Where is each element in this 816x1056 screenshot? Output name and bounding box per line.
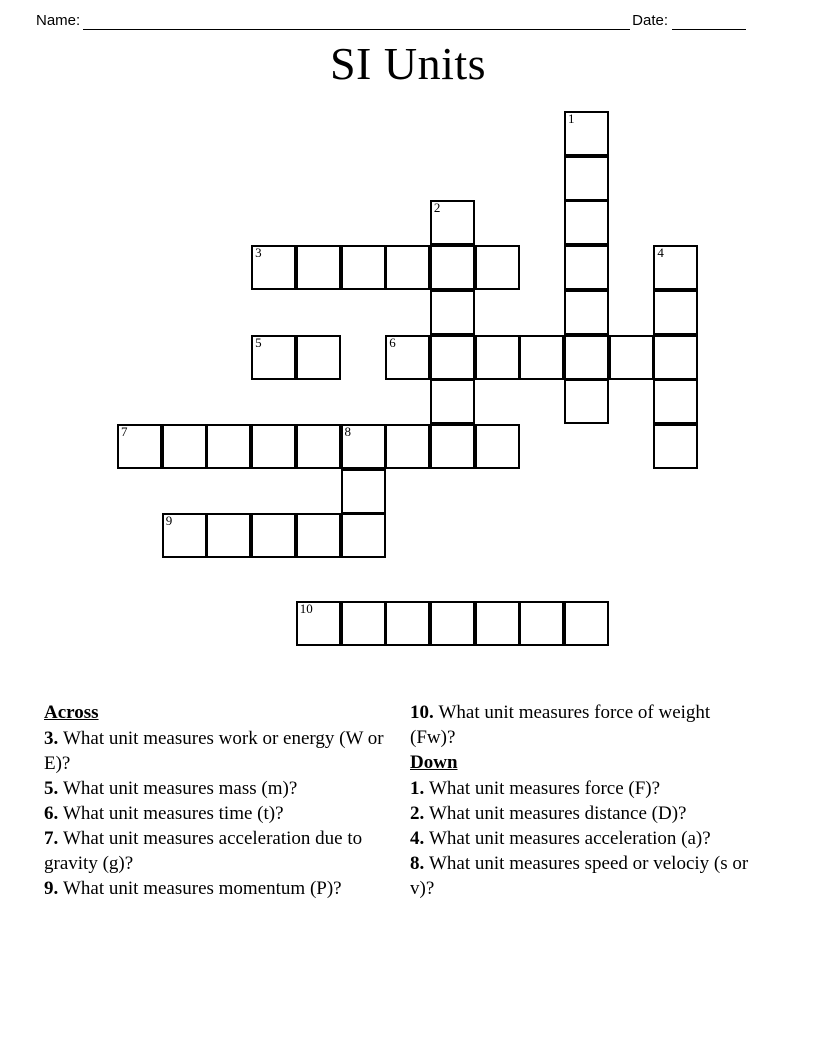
crossword-cell-start-4[interactable] (653, 245, 698, 290)
cell-answer-input[interactable] (253, 515, 294, 556)
cell-answer-input[interactable] (655, 381, 696, 422)
cell-number-5: 5 (255, 334, 262, 350)
crossword-cell[interactable] (251, 513, 296, 558)
cell-answer-input[interactable] (432, 292, 473, 333)
crossword-cell[interactable] (564, 379, 609, 424)
crossword-cell[interactable] (341, 513, 386, 558)
cell-number-10: 10 (299, 601, 313, 616)
clues-across-heading: Across (44, 702, 99, 723)
page-title: SI Units (329, 38, 487, 89)
crossword-cell-start-9[interactable] (162, 513, 207, 558)
cell-answer-input[interactable] (566, 292, 607, 333)
clue-number: 3. (44, 728, 63, 749)
cell-answer-input[interactable] (566, 158, 607, 199)
crossword-cell[interactable] (251, 424, 296, 469)
cell-answer-input[interactable] (477, 337, 518, 378)
crossword-cell[interactable] (653, 424, 698, 469)
clue-text: What unit measures work or energy (W or E)? (44, 728, 384, 774)
crossword-cell[interactable] (206, 513, 251, 558)
crossword-cell-start-8[interactable] (341, 424, 386, 469)
cell-answer-input[interactable] (611, 337, 652, 378)
cell-answer-input[interactable] (298, 247, 339, 288)
clue-across-3[interactable] (44, 726, 384, 776)
crossword-cell[interactable] (475, 424, 520, 469)
clue-text: What unit measures force of weight (Fw)? (410, 702, 711, 748)
crossword-cell[interactable] (296, 245, 341, 290)
clue-number: 1. (410, 778, 429, 799)
cell-answer-input[interactable] (477, 603, 518, 644)
clue-number: 10. (410, 702, 439, 723)
cell-answer-input[interactable] (655, 292, 696, 333)
crossword-cell[interactable] (430, 379, 475, 424)
clue-lists (0, 700, 816, 980)
crossword-cell-start-3[interactable] (251, 245, 296, 290)
crossword-cell[interactable] (206, 424, 251, 469)
crossword-cell[interactable] (653, 379, 698, 424)
cell-answer-input[interactable] (208, 515, 249, 556)
name-label: Name: (36, 12, 81, 29)
clue-down-2[interactable] (410, 801, 750, 826)
crossword-cell[interactable] (475, 601, 520, 646)
cell-number-9: 9 (165, 513, 173, 529)
cell-answer-input[interactable] (387, 247, 428, 288)
crossword-cell-start-5[interactable] (251, 335, 296, 380)
cell-answer-input[interactable] (432, 337, 473, 378)
cell-number-1: 1 (568, 111, 575, 126)
cell-answer-input[interactable] (521, 337, 562, 378)
clue-down-4[interactable] (410, 826, 750, 851)
clue-across-7[interactable] (44, 826, 384, 876)
cell-answer-input[interactable] (298, 337, 339, 378)
crossword-cell[interactable] (475, 245, 520, 290)
cell-answer-input[interactable] (655, 337, 696, 378)
clue-number: 5. (44, 778, 63, 799)
crossword-cell[interactable] (519, 335, 564, 380)
cell-number-3: 3 (255, 245, 262, 261)
crossword-cell[interactable] (430, 290, 475, 335)
cell-answer-input[interactable] (566, 603, 607, 644)
clue-column-left (44, 700, 384, 980)
clue-across-6[interactable] (44, 801, 384, 826)
cell-answer-input[interactable] (208, 426, 249, 467)
crossword-cell[interactable] (385, 424, 430, 469)
clue-text: What unit measures momentum (P)? (63, 878, 342, 899)
clue-down-1[interactable] (410, 776, 750, 801)
crossword-cell[interactable] (430, 245, 475, 290)
crossword-cell[interactable] (162, 424, 207, 469)
crossword-cell-start-6[interactable] (385, 335, 430, 380)
cell-answer-input[interactable] (566, 337, 607, 378)
crossword-cell[interactable] (296, 335, 341, 380)
clue-number: 6. (44, 803, 63, 824)
clue-text: What unit measures acceleration (a)? (429, 828, 711, 849)
cell-answer-input[interactable] (253, 426, 294, 467)
cell-answer-input[interactable] (566, 247, 607, 288)
clue-number: 9. (44, 878, 63, 899)
cell-answer-input[interactable] (343, 247, 384, 288)
clue-number: 8. (410, 853, 429, 874)
cell-answer-input[interactable] (343, 471, 384, 512)
crossword-cell[interactable] (564, 335, 609, 380)
clue-text: What unit measures time (t)? (63, 803, 284, 824)
crossword-cell[interactable] (430, 335, 475, 380)
crossword-cell[interactable] (653, 335, 698, 380)
cell-answer-input[interactable] (387, 426, 428, 467)
crossword-cell-start-10[interactable] (296, 601, 341, 646)
clue-text: What unit measures distance (D)? (429, 803, 687, 824)
clue-text: What unit measures acceleration due to gravity (g)? (44, 828, 363, 874)
cell-number-4: 4 (657, 245, 664, 261)
crossword-cell[interactable] (564, 290, 609, 335)
clues-down-heading: Down (410, 752, 458, 773)
clue-number: 2. (410, 803, 429, 824)
clue-text: What unit measures mass (m)? (63, 778, 298, 799)
crossword-cell[interactable] (564, 156, 609, 201)
crossword-cell[interactable] (296, 513, 341, 558)
clue-text: What unit measures force (F)? (429, 778, 661, 799)
cell-answer-input[interactable] (343, 515, 384, 556)
cell-answer-input[interactable] (387, 603, 428, 644)
cell-number-8: 8 (344, 423, 351, 439)
crossword-cell[interactable] (430, 601, 475, 646)
cell-answer-input[interactable] (298, 426, 339, 467)
crossword-cell[interactable] (341, 469, 386, 514)
crossword-cell[interactable] (385, 245, 430, 290)
crossword-cell[interactable] (609, 335, 654, 380)
cell-answer-input[interactable] (521, 603, 562, 644)
crossword-cell[interactable] (475, 335, 520, 380)
cell-answer-input[interactable] (477, 426, 518, 467)
clue-text: What unit measures speed or velociy (s or v)? (410, 853, 749, 899)
cell-answer-input[interactable] (164, 426, 205, 467)
cell-answer-input[interactable] (566, 381, 607, 422)
crossword-cell[interactable] (296, 424, 341, 469)
crossword-cell[interactable] (341, 601, 386, 646)
clue-number: 4. (410, 828, 429, 849)
cell-answer-input[interactable] (566, 202, 607, 243)
cell-number-7: 7 (121, 423, 128, 439)
cell-answer-input[interactable] (432, 426, 473, 467)
cell-number-2: 2 (433, 200, 441, 216)
cell-answer-input[interactable] (432, 247, 473, 288)
clue-across-5[interactable] (44, 776, 384, 801)
date-label: Date: (632, 12, 668, 29)
cell-answer-input[interactable] (432, 381, 473, 422)
cell-answer-input[interactable] (432, 603, 473, 644)
crossword-cell[interactable] (430, 424, 475, 469)
crossword-cell[interactable] (564, 245, 609, 290)
cell-answer-input[interactable] (298, 515, 339, 556)
crossword-cell-start-2[interactable] (430, 200, 475, 245)
crossword-cell[interactable] (341, 245, 386, 290)
cell-answer-input[interactable] (655, 426, 696, 467)
crossword-cell[interactable] (653, 290, 698, 335)
clue-across-9[interactable] (44, 876, 384, 901)
crossword-cell-start-7[interactable] (117, 424, 162, 469)
clue-number: 7. (44, 828, 63, 849)
cell-answer-input[interactable] (343, 603, 384, 644)
crossword-cell[interactable] (519, 601, 564, 646)
crossword-cell[interactable] (385, 601, 430, 646)
crossword-cell[interactable] (564, 200, 609, 245)
crossword-cell-start-1[interactable] (564, 111, 609, 156)
cell-number-6: 6 (389, 334, 396, 350)
clue-column-right (410, 700, 750, 980)
cell-answer-input[interactable] (477, 247, 518, 288)
clue-down-8[interactable] (410, 851, 750, 901)
crossword-cell[interactable] (564, 601, 609, 646)
clue-across-10[interactable] (410, 700, 750, 750)
